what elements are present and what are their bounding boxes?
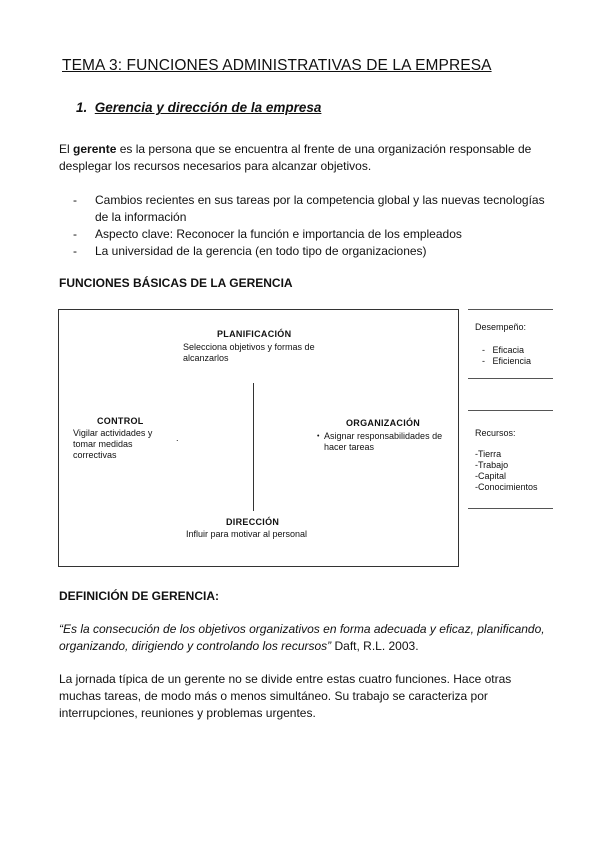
bullet-dash: -	[73, 244, 77, 258]
list-item	[73, 192, 553, 226]
desempeno-label: Desempeño:	[475, 322, 527, 332]
bullet-text: Cambios recientes en sus tareas por la competencia global y las nuevas tecnologías de la información	[95, 193, 545, 224]
quote-paragraph	[59, 621, 551, 655]
recursos-item: -Tierra	[475, 449, 502, 459]
diagram-dot-left: .	[176, 433, 179, 443]
section-title: Gerencia y dirección de la empresa	[94, 100, 322, 115]
recursos-item: -Conocimientos	[475, 482, 538, 492]
bullet-list	[73, 192, 553, 260]
diagram-dot-right: •	[317, 433, 320, 440]
direccion-title: DIRECCIÓN	[226, 517, 280, 527]
bullet-text: Aspecto clave: Reconocer la función e importancia de los empleados	[95, 227, 462, 241]
planificacion-text: Selecciona objetivos y formas de alcanzarlos	[183, 342, 315, 363]
item-dash: -	[482, 345, 485, 355]
side-divider	[468, 309, 553, 310]
desempeno-item	[482, 356, 531, 367]
quote-text: “Es la consecución de los objetivos organizativos en forma adecuada y eficaz, planificando, organizando, dirigiendo y controlando los recursos”	[59, 622, 545, 653]
closing-paragraph: La jornada típica de un gerente no se divide entre estas cuatro funciones. Hace otras muchas tareas, de modo más o menos simultáneo. Su trabajo se caracteriza por interrupciones, reuniones y problemas urgentes.	[59, 672, 512, 720]
list-item	[73, 243, 553, 260]
intro-paragraph	[59, 141, 549, 175]
intro-bold-term: gerente	[73, 142, 117, 156]
planificacion-title: PLANIFICACIÓN	[217, 329, 292, 339]
organizacion-text: Asignar responsabilidades de hacer tareas	[324, 431, 443, 452]
list-item	[73, 226, 553, 243]
page-title: TEMA 3: FUNCIONES ADMINISTRATIVAS DE LA EMPRESA	[62, 57, 492, 74]
item-dash: -	[482, 356, 485, 366]
side-divider	[468, 410, 553, 411]
direccion-text: Influir para motivar al personal	[186, 529, 308, 539]
bullet-text: La universidad de la gerencia (en todo tipo de organizaciones)	[95, 244, 427, 258]
funciones-heading: FUNCIONES BÁSICAS DE LA GERENCIA	[59, 276, 293, 290]
control-text: Vigilar actividades y tomar medidas correctivas	[73, 428, 153, 460]
quote-citation: Daft, R.L. 2003.	[331, 639, 419, 653]
definicion-heading: DEFINICIÓN DE GERENCIA:	[59, 589, 220, 603]
intro-prefix: El	[59, 142, 74, 156]
desempeno-item	[482, 345, 524, 356]
section-heading	[76, 100, 321, 115]
recursos-label: Recursos:	[475, 428, 516, 438]
organizacion-title: ORGANIZACIÓN	[346, 418, 421, 428]
item-text: Eficiencia	[492, 356, 532, 366]
side-divider	[468, 508, 553, 509]
item-text: Eficacia	[492, 345, 525, 355]
diagram-vertical-line	[253, 383, 254, 511]
section-number: 1.	[76, 100, 88, 115]
recursos-item: -Trabajo	[475, 460, 509, 470]
recursos-item: -Capital	[475, 471, 507, 481]
intro-rest: es la persona que se encuentra al frente de una organización responsable de desplegar los recursos necesarios para alcanzar objetivos.	[59, 142, 532, 173]
side-divider	[468, 378, 553, 379]
bullet-dash: -	[73, 193, 77, 207]
control-title: CONTROL	[97, 416, 144, 426]
bullet-dash: -	[73, 227, 77, 241]
